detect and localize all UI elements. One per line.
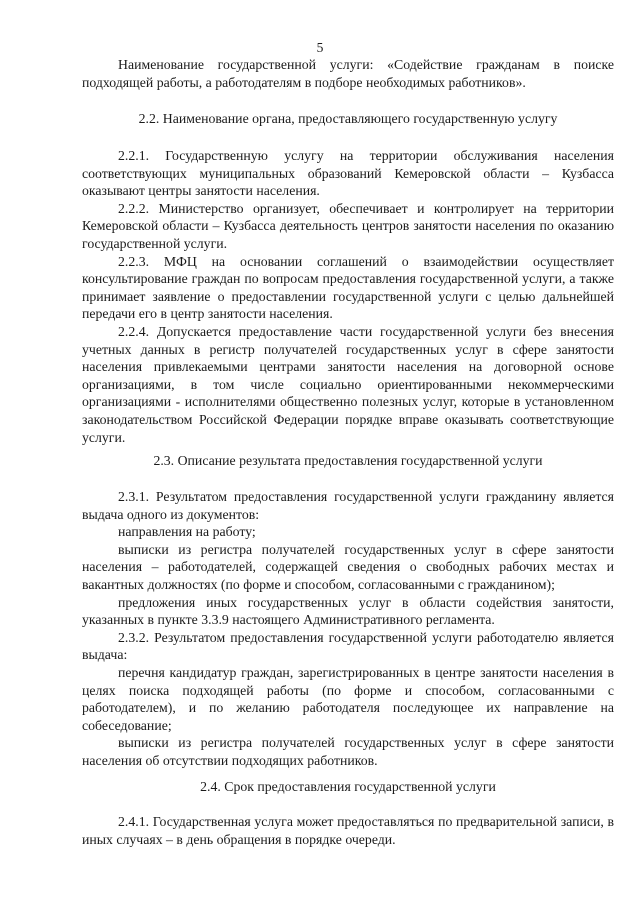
paragraph-2-2-2: 2.2.2. Министерство организует, обеспечивает и контролирует на территории Кемеровской области – Кузбасса деятельность центров занятости населения по оказанию государственной услуги. [82, 200, 614, 251]
list-item-register-extract: выписки из регистра получателей государственных услуг в сфере занятости населения – работодателей, содержащей сведения о свободных рабочих местах и вакантных должностях (по форме и способом, согласованными с гражданином); [82, 541, 614, 592]
section-2-3-heading: 2.3. Описание результата предоставления государственной услуги [153, 453, 543, 468]
page-number: 5 [316, 40, 324, 55]
section-2-2-heading: 2.2. Наименование органа, предоставляющего государственную услугу [138, 111, 558, 126]
section-2-4-heading: 2.4. Срок предоставления государственной услуги [200, 779, 496, 794]
intro-block [82, 56, 614, 91]
section-2-3-body [82, 488, 614, 770]
list-item-candidate-list: перечня кандидатур граждан, зарегистрированных в центре занятости населения в целях поиска подходящей работы (по форме и способом, согласованными с работодателем), и по желанию работодателя последующее их направление на собеседование; [82, 664, 614, 733]
section-2-4-body [82, 813, 614, 848]
paragraph-2-3-2: 2.3.2. Результатом предоставления государственной услуги работодателю является выдача: [82, 629, 614, 663]
section-2-2-body [82, 147, 614, 446]
list-item-no-workers-extract: выписки из регистра получателей государственных услуг в сфере занятости населения об отсутствии подходящих работников. [82, 735, 614, 768]
service-name-paragraph: Наименование государственной услуги: «Содействие гражданам в поиске подходящей работы, а работодателям в подборе необходимых работников». [82, 57, 614, 90]
list-item-referral: направления на работу; [118, 524, 256, 540]
paragraph-2-2-4: 2.2.4. Допускается предоставление части государственной услуги без внесения учетных данных в регистр получателей государственных услуг в сфере занятости населения привлекаемыми центрами занятости населения на договорной основе организациями, в том числе социально ориентированными некоммерческими организациями - исполнителями общественно полезных услуг, которые в установленном законодательством Российской Федерации порядке вправе оказывать соответствующие услуги. [82, 323, 614, 445]
paragraph-2-4-1: 2.4.1. Государственная услуга может предоставляться по предварительной записи, в иных случаях – в день обращения в порядке очереди. [82, 814, 614, 847]
paragraph-2-2-1: 2.2.1. Государственную услугу на территории обслуживания населения соответствующих муниципальных образований Кемеровской области – Кузбасса оказывают центры занятости населения. [82, 148, 614, 199]
list-item-other-services: предложения иных государственных услуг в области содействия занятости, указанных в пункте 3.3.9 настоящего Административного регламента. [82, 594, 614, 628]
paragraph-2-3-1: 2.3.1. Результатом предоставления государственной услуги гражданину является выдача одного из документов: [82, 489, 614, 522]
paragraph-2-2-3: 2.2.3. МФЦ на основании соглашений о взаимодействии осуществляет консультирование граждан по вопросам предоставления государственной услуги, а также принимает заявление о предоставлении государственной услуги с целью дальнейшей передачи его в центр занятости населения. [82, 253, 614, 322]
